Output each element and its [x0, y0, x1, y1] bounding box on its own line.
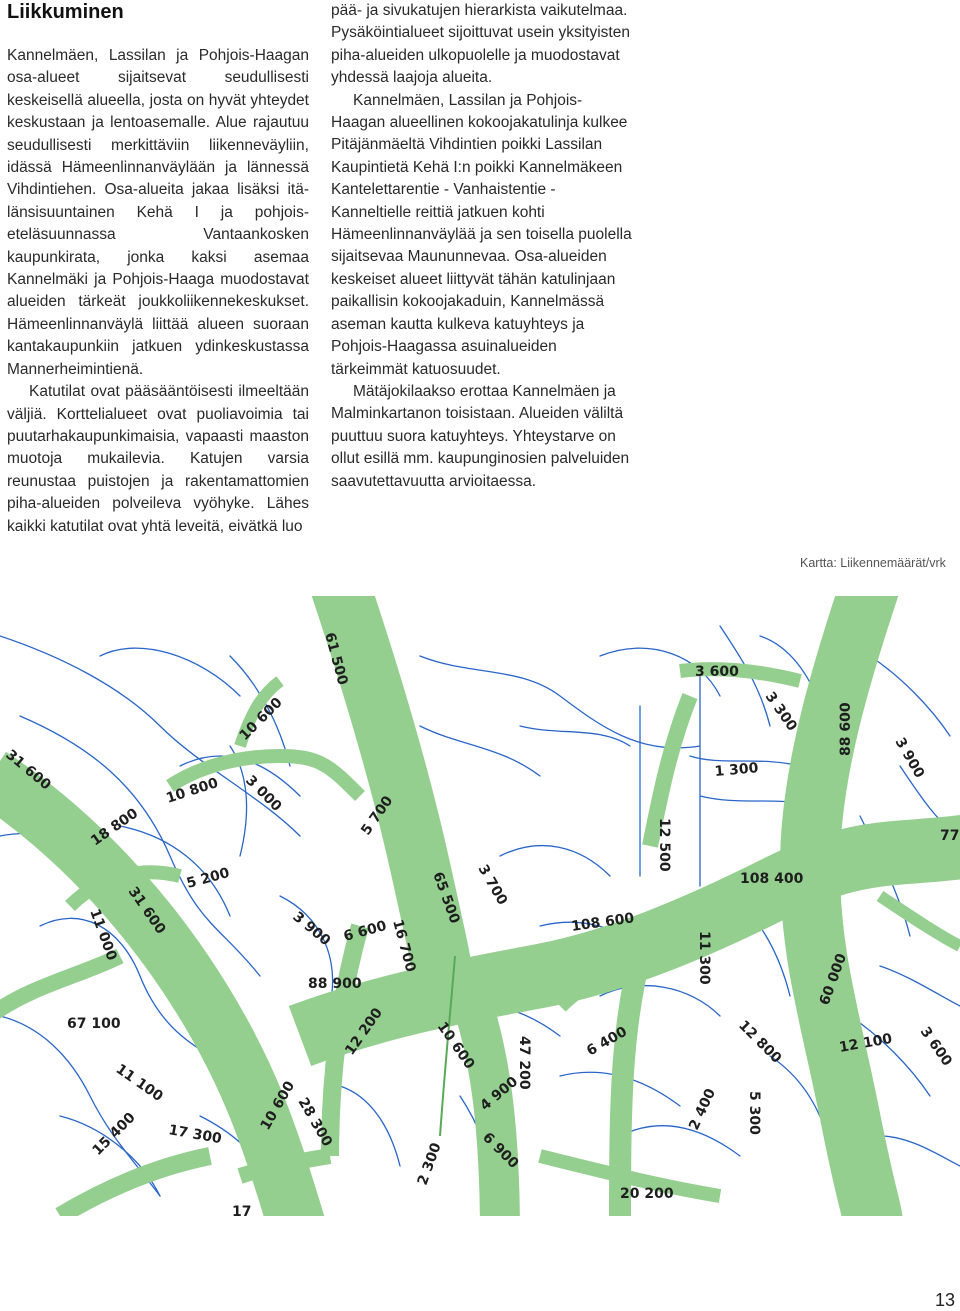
volume-label: 108 400	[740, 871, 804, 887]
volume-label: 4 900	[477, 1073, 522, 1115]
volume-label: 65 500	[429, 869, 463, 926]
right-text-column	[331, 0, 636, 493]
volume-label: 17	[232, 1204, 252, 1216]
volume-label: 18 800	[88, 805, 142, 850]
page-number: 13	[935, 1290, 956, 1310]
volume-label: 6 900	[479, 1129, 522, 1172]
volume-label: 31 600	[124, 884, 169, 938]
paragraph: pää- ja sivukatujen hierarkista vaikutelmaa. Pysäköintialueet sijoittuvat usein yksityisten piha-alueiden ulkopuolelle ja muodostavat yhdessä laajoja alueita.	[331, 2, 630, 87]
volume-label: 3 600	[916, 1024, 955, 1070]
volume-label: 10 600	[236, 694, 286, 744]
volume-label: 3 600	[695, 664, 739, 680]
volume-label: 5 300	[746, 1091, 762, 1135]
volume-label: 5 200	[184, 865, 232, 892]
volume-label: 88 600	[838, 702, 854, 756]
volume-label: 108 600	[570, 910, 636, 935]
volume-label: 11 000	[86, 906, 120, 963]
volume-label: 47 200	[516, 1036, 532, 1090]
volume-label: 67 100	[67, 1016, 121, 1032]
volume-label: 10 600	[257, 1078, 299, 1133]
volume-label: 2 400	[686, 1086, 720, 1133]
volume-label: 15 400	[89, 1109, 139, 1159]
volume-label: 3 300	[761, 689, 800, 735]
volume-label: 10 600	[433, 1019, 478, 1073]
volume-label: 31 600	[2, 746, 54, 794]
volume-label: 2 300	[414, 1140, 445, 1188]
paragraph: Kannelmäen, Lassilan ja Pohjois-Haagan alueellinen kokoojakatulinja kulkee Pitäjänmäeltä Vihdintien poikki Lassilan Kaupintietä Kehä I:n poikki Kannelmäkeen Kantelettarentie - Vanhaistentie - Kanneltielle reittiä jatkuen kohti Hämeenlinnanväylää ja sen toisella puolella sijaitsevaa Maununnevaa. Osa-alueiden keskeiset alueet liittyvät tähän katulinjaan paikallisin kokoojakaduin, Kannelmässä aseman kautta kulkeva katuyhteys ja Pohjois-Haagassa asuinalueiden tärkeimmät katuosuudet.	[331, 91, 632, 378]
left-text-column	[7, 45, 309, 538]
volume-label: 20 200	[620, 1186, 674, 1202]
volume-label: 12 500	[656, 818, 672, 872]
paragraph: Mätäjokilaakso erottaa Kannelmäen ja Malminkartanon toisistaan. Alueiden väliltä puuttuu suora katuyhteys. Yhteystarve on ollut esillä mm. kaupunginosien palveluiden saavutettavuutta arvioitaessa.	[331, 382, 630, 490]
volume-label: 11 100	[112, 1061, 166, 1106]
volume-label: 6 400	[584, 1023, 630, 1060]
volume-label: 11 300	[696, 931, 712, 985]
paragraph: Kannelmäen, Lassilan ja Pohjois-Haagan osa-alueet sijaitsevat seudullisesti keskeisellä alueella, josta on hyvät yhteydet keskustaan ja lentoasemalle. Alue rajautuu seudullisesti merkittäviin liikenneväyliin, idässä Hämeenlinnanväylään ja lännessä Vihdintiehen. Osa-alueita jakaa lisäksi itä-länsisuuntainen Kehä I ja pohjois-eteläsuunnassa Vantaankosken kaupunkirata, jonka kaksi asemaa Kannelmäki ja Pohjois-Haaga muodostavat alueiden tärkeät joukkoliikennekeskukset. Hämeenlinnanväylä liittää alueen suoraan kantakaupunkiin jatkuen ydinkeskustassa Mannerheimintienä.	[7, 47, 309, 378]
paragraph: Katutilat ovat pääsääntöisesti ilmeeltään väljiä. Korttelialueet ovat puoliavoimia tai puutarhakaupunkimaisia, vapaasti maaston muotoja mukailevia. Katujen varsia reunustaa puistojen ja rakentamattomien piha-alueiden polveileva vyöhyke. Lähes kaikki katutilat ovat yhtä leveitä, eivätkä luo	[7, 383, 309, 535]
volume-label: 61 500	[321, 630, 351, 687]
volume-label: 1 300	[713, 760, 760, 780]
volume-label: 3 900	[891, 735, 928, 781]
page-title: Liikkuminen	[7, 1, 124, 23]
volume-label: 3 900	[289, 908, 334, 950]
volume-label: 12 200	[342, 1005, 387, 1059]
volume-label: 3 000	[242, 772, 285, 815]
volume-label: 28 300	[294, 1095, 336, 1150]
volume-label: 5 700	[358, 793, 397, 839]
volume-label: 60 000	[816, 951, 851, 1008]
volume-label: 10 800	[164, 775, 221, 807]
volume-label: 77	[940, 828, 960, 844]
volume-label: 12 800	[735, 1017, 785, 1067]
volume-label: 3 700	[474, 862, 511, 908]
volume-label: 88 900	[308, 976, 362, 992]
volume-label: 16 700	[389, 917, 419, 974]
map-credit: Kartta: Liikennemäärät/vrk	[800, 556, 946, 570]
volume-label: 6 600	[341, 918, 389, 945]
volume-label: 12 100	[837, 1030, 894, 1056]
volume-label: 17 300	[167, 1122, 223, 1148]
traffic-volume-map	[0, 596, 960, 1216]
